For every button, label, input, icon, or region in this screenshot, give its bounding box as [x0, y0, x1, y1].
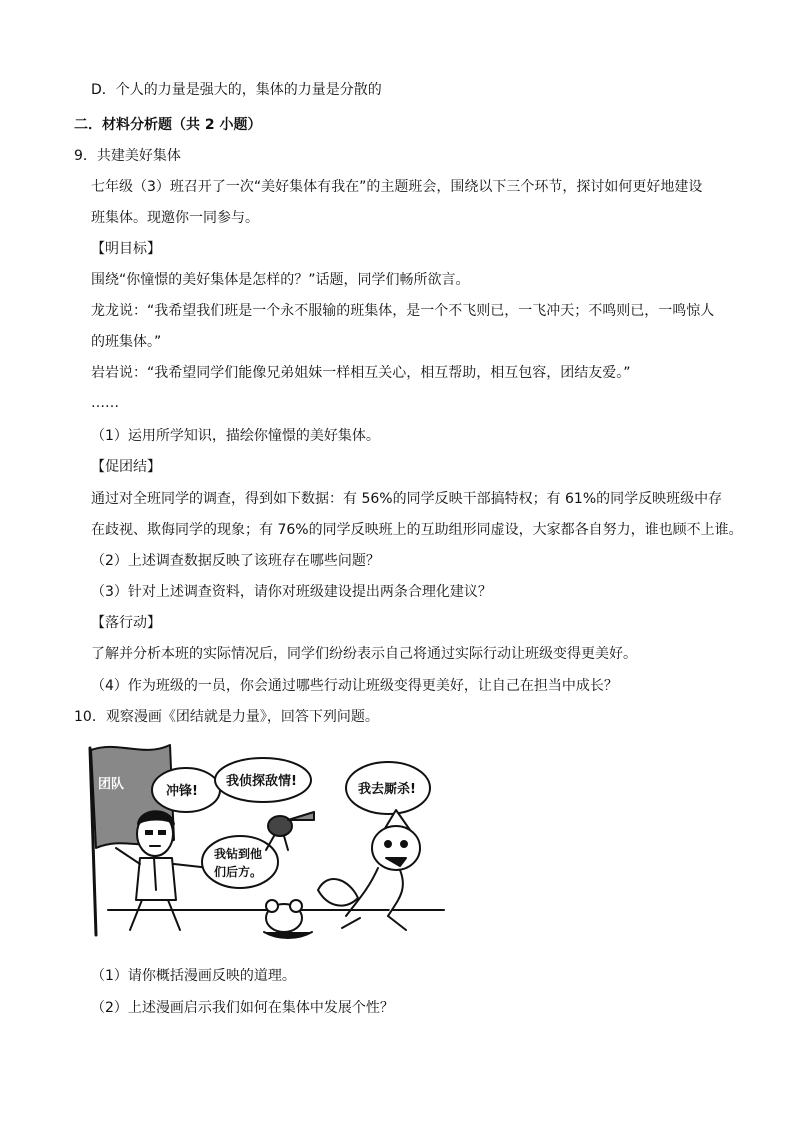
- q9-intro-line-1: 七年级（3）班召开了一次“美好集体有我在”的主题班会，围绕以下三个环节，探讨如何更好地建设: [91, 179, 703, 195]
- q9-sub-4: （4）作为班级的一员，你会通过哪些行动让班级变得更美好，让自己在担当中成长？: [91, 678, 618, 694]
- bird-figure: [266, 812, 314, 850]
- section-ming-mubiao: 【明目标】: [91, 241, 161, 257]
- question-9-title: 9．共建美好集体: [74, 148, 181, 164]
- q9-intro-line-2: 班集体。现邀你一同参与。: [91, 210, 259, 226]
- q9-sub-3: （3）针对上述调查资料，请你对班级建设提出两条合理化建议？: [91, 584, 492, 600]
- mouse-figure: [264, 900, 312, 938]
- bubble-dig: [202, 836, 278, 888]
- bubble-scout: [215, 758, 311, 802]
- ming-text-4: 岩岩说：“我希望同学们能像兄弟姐妹一样相互关心，相互帮助，相互包容，团结友爱。”: [91, 365, 631, 381]
- section-cu-tuanjie: 【促团结】: [91, 459, 161, 475]
- option-d: D．个人的力量是强大的，集体的力量是分散的: [91, 82, 382, 98]
- flag-text: 团队: [98, 777, 125, 792]
- fox-figure: [318, 810, 420, 930]
- ming-text-3: 的班集体。”: [91, 334, 162, 350]
- svg-text:我钻到他: 我钻到他: [214, 847, 263, 861]
- svg-text:们后方。: 们后方。: [214, 865, 263, 879]
- svg-text:冲锋!: 冲锋!: [166, 784, 198, 799]
- bubble-fight: [346, 762, 430, 814]
- bubble-charge: [152, 768, 220, 812]
- ming-text-1: 围绕“你憧憬的美好集体是怎样的？”话题，同学们畅所欲言。: [91, 272, 470, 288]
- ming-text-2: 龙龙说：“我希望我们班是一个永不服输的班集体，是一个不飞则已，一飞冲天；不鸣则已，一鸣惊人: [91, 303, 715, 319]
- q10-sub-1: （1）请你概括漫画反映的道理。: [91, 968, 296, 984]
- q10-sub-2: （2）上述漫画启示我们如何在集体中发展个性？: [91, 1000, 394, 1016]
- section-heading: 二．材料分析题（共 2 小题）: [74, 117, 262, 133]
- question-10-title: 10．观察漫画《团结就是力量》，回答下列问题。: [74, 709, 379, 725]
- cu-text-1: 通过对全班同学的调查，得到如下数据：有 56%的同学反映干部搞特权；有 61%的同学反映班级中存: [91, 491, 723, 507]
- cartoon-illustration: [88, 740, 446, 942]
- cu-text-2: 在歧视、欺侮同学的现象；有 76%的同学反映班上的互助组形同虚设，大家都各自努力，谁也顾不上谁。: [91, 522, 743, 538]
- q9-sub-1: （1）运用所学知识，描绘你憧憬的美好集体。: [91, 428, 380, 444]
- section-luo-xingdong: 【落行动】: [91, 615, 161, 631]
- svg-text:我去厮杀!: 我去厮杀!: [358, 782, 416, 797]
- ellipsis: ……: [91, 395, 119, 411]
- q9-sub-2: （2）上述调查数据反映了该班存在哪些问题？: [91, 553, 380, 569]
- luo-text-1: 了解并分析本班的实际情况后，同学们纷纷表示自己将通过实际行动让班级变得更美好。: [91, 646, 637, 662]
- svg-text:我侦探敌情!: 我侦探敌情!: [226, 774, 297, 789]
